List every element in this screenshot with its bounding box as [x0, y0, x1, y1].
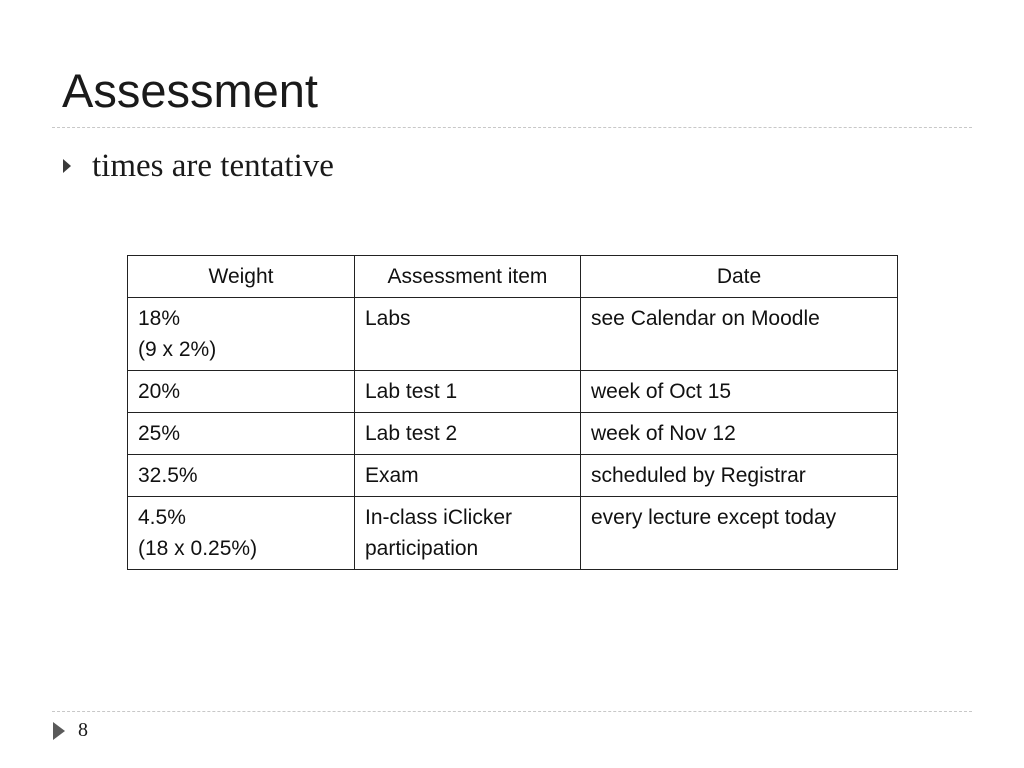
item-value: Exam — [365, 464, 419, 487]
item-cell — [355, 371, 581, 413]
weight-value: 20% — [138, 380, 181, 403]
bullet-item — [62, 144, 334, 188]
date-value: see Calendar on Moodle — [591, 307, 820, 330]
item-value: In-class iClicker — [365, 506, 513, 529]
weight-value: 4.5% — [138, 506, 186, 529]
weight-value: 18% — [138, 307, 181, 330]
triangle-bullet-icon — [62, 157, 80, 175]
weight-cell — [128, 455, 355, 497]
item-value: Lab test 1 — [365, 380, 458, 403]
date-cell — [581, 455, 898, 497]
table-row — [128, 413, 898, 455]
weight-cell — [128, 371, 355, 413]
weight-cell — [128, 413, 355, 455]
weight-breakdown: (9 x 2%) — [138, 338, 217, 361]
weight-cell — [128, 497, 355, 570]
slide-title: Assessment — [62, 64, 318, 117]
table-row — [128, 497, 898, 570]
assessment-table — [127, 255, 898, 570]
date-cell — [581, 298, 898, 371]
table-row — [128, 371, 898, 413]
item-cell — [355, 298, 581, 371]
table-header-row — [128, 256, 898, 298]
date-cell — [581, 371, 898, 413]
item-cell — [355, 497, 581, 570]
date-value: scheduled by Registrar — [591, 464, 806, 487]
date-cell — [581, 413, 898, 455]
item-cell — [355, 413, 581, 455]
item-cell — [355, 455, 581, 497]
table-row — [128, 455, 898, 497]
title-divider — [52, 127, 972, 128]
bullet-text: times are tentative — [92, 148, 334, 184]
item-value: Lab test 2 — [365, 422, 458, 445]
header-assessment-item: Assessment item — [355, 256, 581, 298]
weight-value: 25% — [138, 422, 181, 445]
date-value: week of Oct 15 — [591, 380, 732, 403]
date-value: week of Nov 12 — [591, 422, 736, 445]
table-row — [128, 298, 898, 371]
item-value-continued: participation — [365, 537, 479, 560]
weight-breakdown: (18 x 0.25%) — [138, 537, 258, 560]
date-cell — [581, 497, 898, 570]
header-weight: Weight — [128, 256, 355, 298]
page-number: 8 — [78, 719, 88, 741]
item-value: Labs — [365, 307, 411, 330]
footer-divider — [52, 711, 972, 712]
weight-value: 32.5% — [138, 464, 198, 487]
date-value: every lecture except today — [591, 506, 837, 529]
footer-triangle-icon — [52, 721, 66, 741]
weight-cell — [128, 298, 355, 371]
header-date: Date — [581, 256, 898, 298]
